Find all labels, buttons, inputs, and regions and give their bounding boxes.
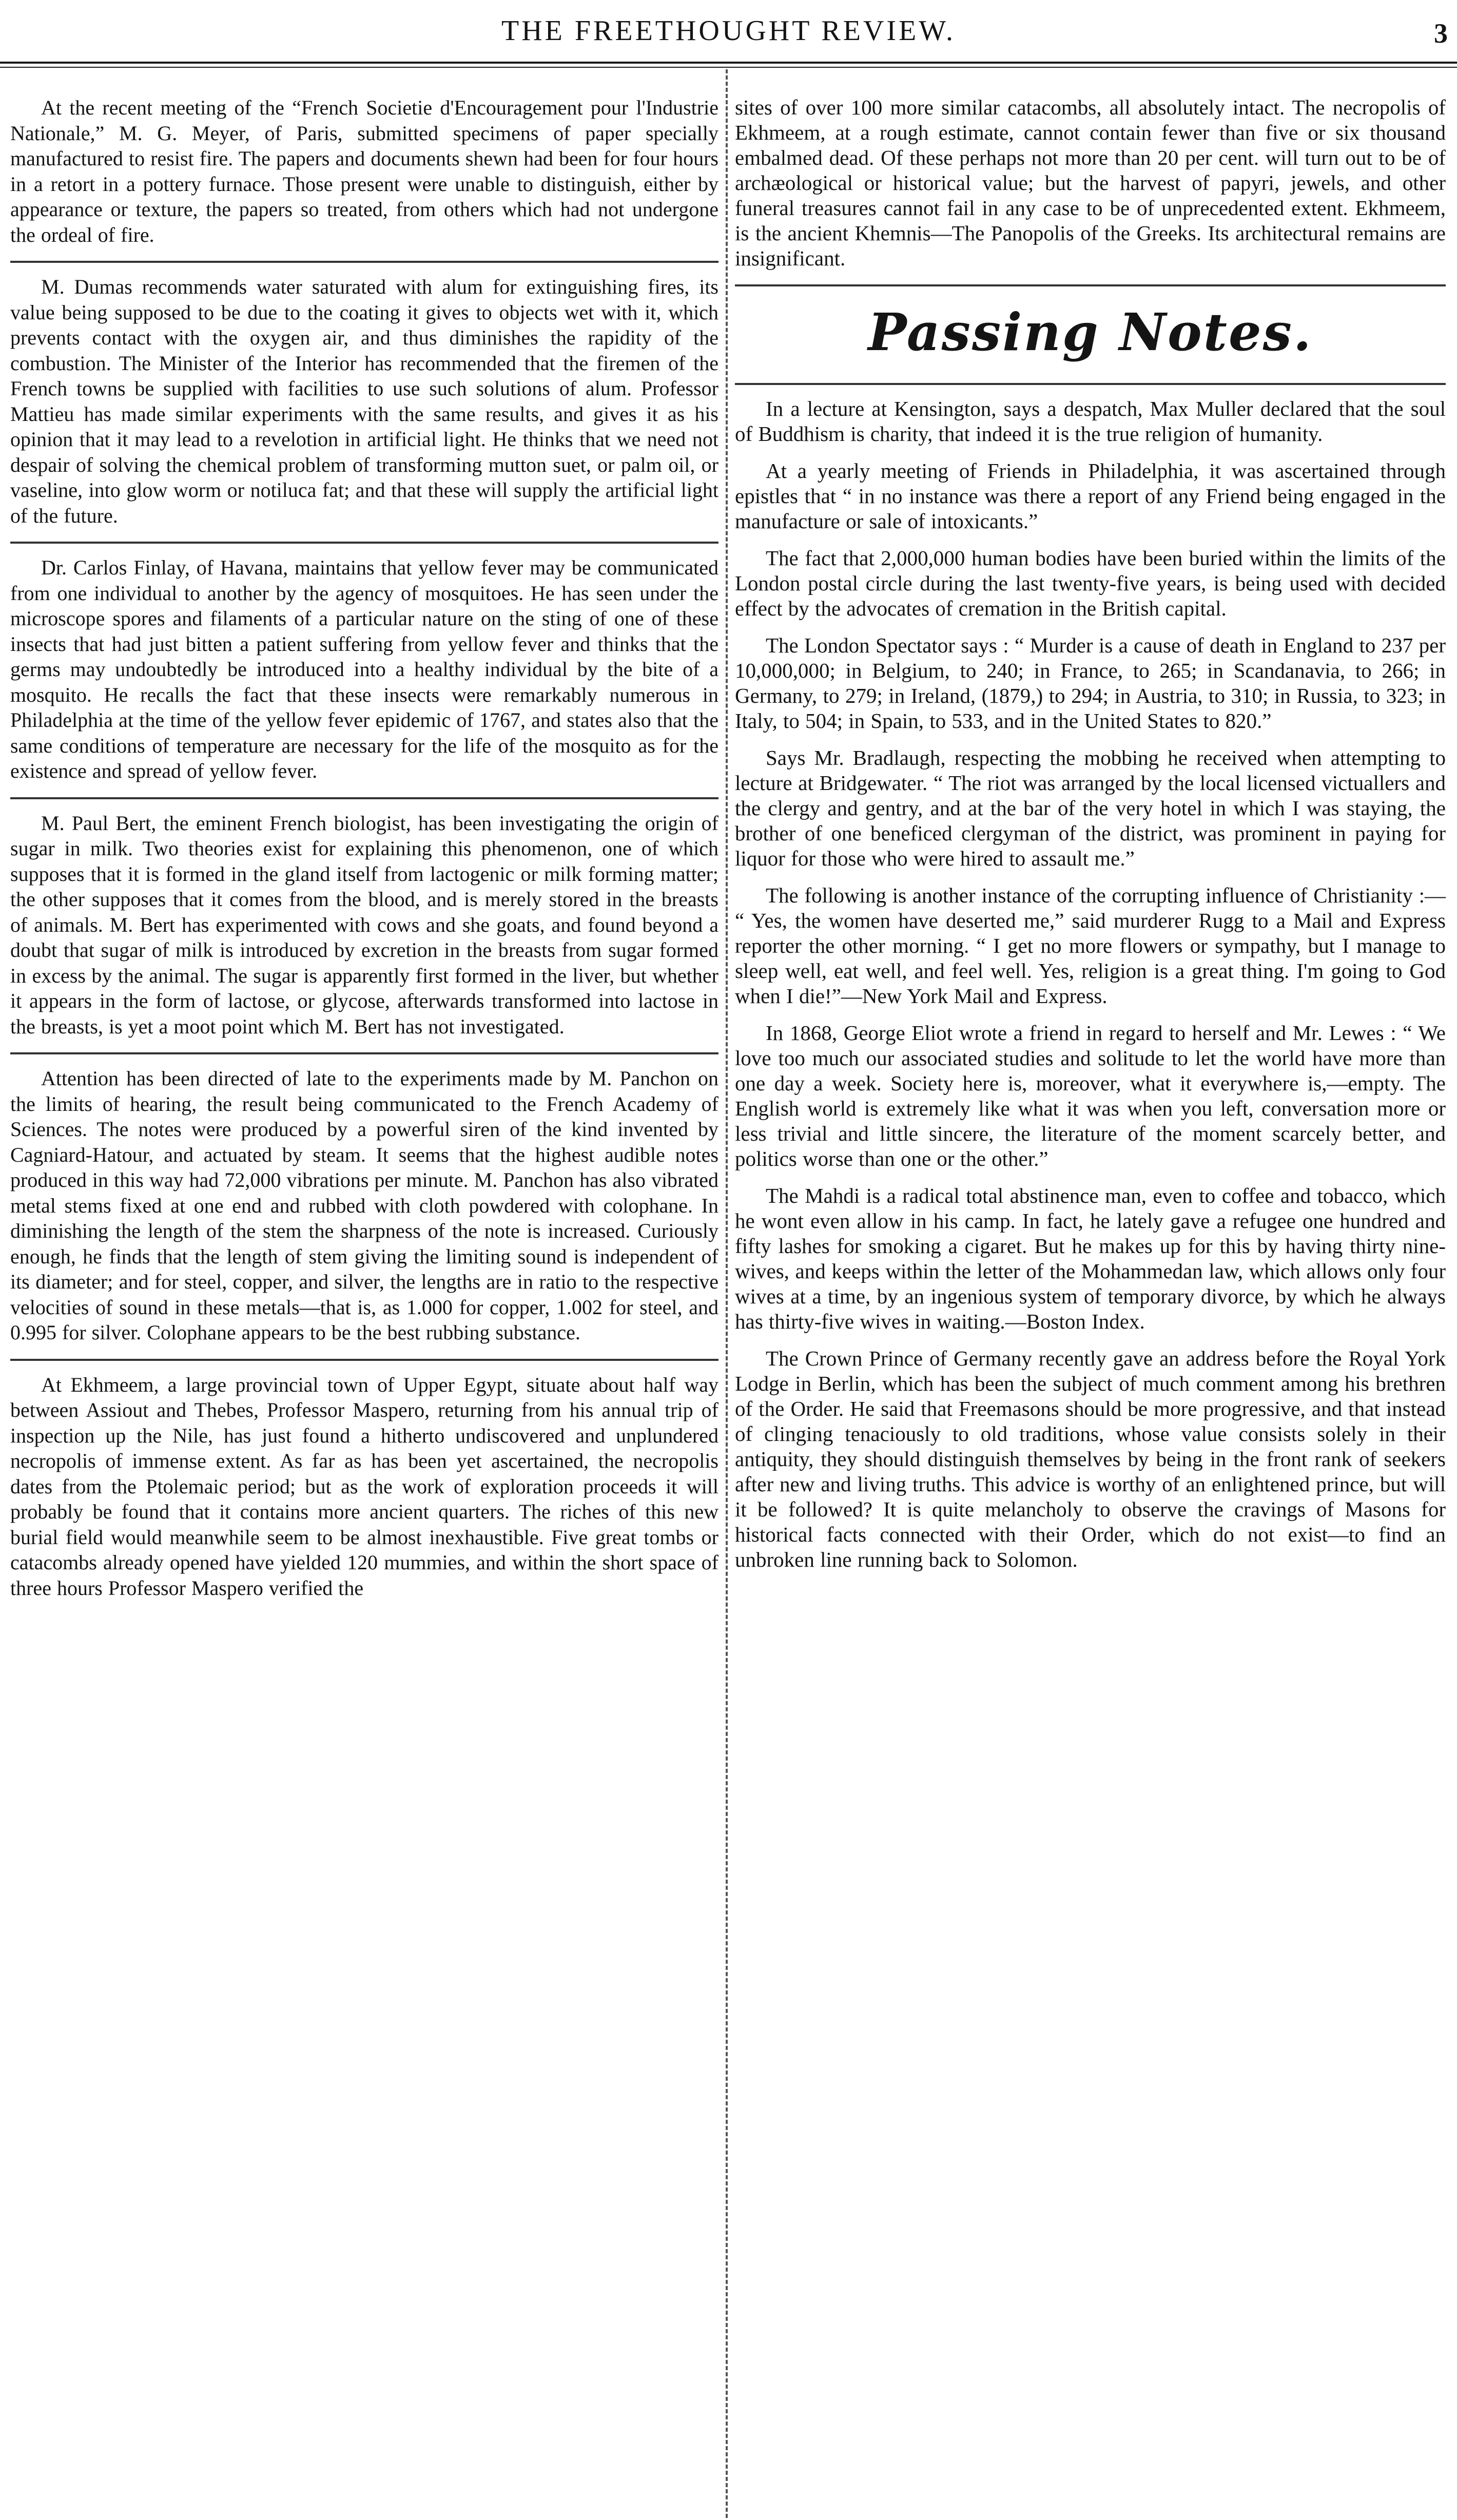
note-bradlaugh: Says Mr. Bradlaugh, respecting the mobbing he received when attempting to lecture at Bridgewater. “ The riot was arranged by the local licensed victuallers and the clergy and gentry, and at the bar of the very hotel in which I was staying, the brother of one beneficed clergyman of the district, was prominent in paying for liquor for those who were hired to assault me.” bbox=[735, 746, 1446, 870]
note-cremation: The fact that 2,000,000 human bodies have been buried within the limits of the London postal circle during the last twenty-five years, is being used with decided effect by the advocates of cremation in the British capital. bbox=[735, 546, 1446, 620]
article-limits-of-hearing: Attention has been directed of late to the experiments made by M. Panchon on the limits of hearing, the result being communicated to the French Academy of Sciences. The notes were produced by a powerful siren of the kind invented by Cagniard-Hatour, and actuated by steam. It seems that the highest audible notes produced in this way had 72,000 vibrations per minute. M. Panchon has also vibrated metal stems fixed at one end and rubbed with cloth powdered with colophane. In diminishing the length of the stem the sharpness of the note is increased. Curiously enough, he finds that the length of stem giving the limiting sound is independent of its diameter; and for steel, copper, and silver, the lengths are in ratio to the respective velocities of sound in these metals—that is, as 1.000 for copper, 1.002 for steel, and 0.995 for silver. Colophane appears to be the best rubbing substance. bbox=[10, 1067, 718, 1344]
header-rule bbox=[0, 62, 1457, 64]
note-max-muller: In a lecture at Kensington, says a despatch, Max Muller declared that the soul of Buddhism is charity, that indeed it is the true religion of humanity. bbox=[735, 397, 1446, 446]
article-separator bbox=[10, 1359, 718, 1361]
left-column bbox=[10, 95, 718, 1612]
article-separator bbox=[10, 261, 718, 263]
note-friends-philadelphia: At a yearly meeting of Friends in Philadelphia, it was ascertained through epistles that “ in no instance was there a report of any Friend being engaged in the manufacture or sale of intoxicants.” bbox=[735, 459, 1446, 533]
article-ekhmeem: At Ekhmeem, a large provincial town of Upper Egypt, situate about half way between Assiout and Thebes, Professor Maspero, returning from his annual trip of inspection up the Nile, has just found a hitherto undiscovered and unplundered necropolis of immense extent. As far as has been yet ascertained, the necropolis dates from the Ptolemaic period; but as the work of exploration proceeds it will probably be found that it contains more ancient quarters. The riches of this new burial field would meanwhile seem to be almost inexhaustible. Five great tombs or catacombs already opened have yielded 120 mummies, and within the short space of three hours Professor Maspero verified the bbox=[10, 1373, 718, 1600]
column-divider bbox=[726, 69, 728, 2518]
note-london-spectator: The London Spectator says : “ Murder is a cause of death in England to 237 per 10,000,000; in Belgium, to 240; in France, to 265; in Scandanavia, to 266; in Germany, to 279; in Ireland, (1879,) to 294; in Austria, to 310; in Russia, to 323; in Italy, to 504; in Spain, to 533, and in the United States to 820.” bbox=[735, 633, 1446, 733]
note-crown-prince: The Crown Prince of Germany recently gave an address before the Royal York Lodge in Berlin, which has been the subject of much comment among his brethren of the Order. He said that Freemasons should be more progressive, and that instead of clinging tenaciously to old traditions, whose value consists solely in their antiquity, they should distinguish themselves by being in the front rank of seekers after new and living truths. This advice is worthy of an enlightened prince, but will it be followed? It is quite melancholy to observe the cravings of Masons for historical facts connected with their Order, which do not exist—to find an unbroken line running back to Solomon. bbox=[735, 1346, 1446, 1571]
note-rugg: The following is another instance of the corrupting influence of Christianity :— “ Yes, the women have deserted me,” said murderer Rugg to a Mail and Express reporter the other morning. “ I get no more flowers or sympathy, but I manage to sleep well, eat well, and feel well. Yes, religion is a great thing. I'm going to God when I die!”—New York Mail and Express. bbox=[735, 883, 1446, 1008]
article-yellow-fever: Dr. Carlos Finlay, of Havana, maintains that yellow fever may be communicated from one individual to another by the agency of mosquitoes. He has seen under the microscope spores and filaments of a particular nature on the sting of one of these insects that had just bitten a patient suffering from yellow fever and thinks that the germs may undoubtedly be introduced into a healthy individual by the bite of a mosquito. He recalls the fact that these insects were remarkably numerous in Philadelphia at the time of the yellow fever epidemic of 1767, and states also that the same conditions of temperature are necessary for the life of the mosquito as for the existence and spread of yellow fever. bbox=[10, 556, 718, 782]
section-heading: Passing Notes. bbox=[868, 302, 1313, 362]
note-mahdi: The Mahdi is a radical total abstinence man, even to coffee and tobacco, which he wont even allow in his camp. In fact, he lately gave a refugee one hundred and fifty lashes for smoking a cigaret. But he makes up for this by having thirty nine-wives, and keeps within the letter of the Mohammedan law, which allows only four wives at a time, by an ingenious system of temporary divorce, by which he always has thirty-five wives in waiting.—Boston Index. bbox=[735, 1184, 1446, 1333]
page-number: 3 bbox=[1434, 18, 1448, 49]
page-header bbox=[0, 10, 1457, 51]
section-separator bbox=[735, 383, 1446, 385]
article-ekhmeem-continued: sites of over 100 more similar catacombs, all absolutely intact. The necropolis of Ekhmeem, at a rough estimate, cannot contain fewer than five or six thousand embalmed dead. Of these perhaps not more than 20 per cent. will turn out to be of archæological or historical value; but the harvest of papyri, jewels, and other funeral treasures cannot fail in any case to be of unprecedented extent. Ekhmeem, is the ancient Khemnis—The Panopolis of the Greeks. Its architectural remains are insignificant. bbox=[735, 95, 1446, 270]
header-rule-thin bbox=[0, 67, 1457, 68]
article-fireproof-paper: At the recent meeting of the “French Societie d'Encouragement pour l'Industrie Nationale,” M. G. Meyer, of Paris, submitted specimens of paper specially manufactured to resist fire. The papers and documents shewn had been for four hours in a retort in a pottery furnace. Those present were unable to distinguish, either by appearance or texture, the papers so treated, from others which had not undergone the ordeal of fire. bbox=[10, 96, 718, 246]
article-sugar-in-milk: M. Paul Bert, the eminent French biologist, has been investigating the origin of sugar in milk. Two theories exist for explaining this phenomenon, one of which supposes that it is formed in the gland itself from lactogenic or milk forming matter; the other supposes that it comes from the blood, and is merely stored in the breasts of animals. M. Bert has experimented with cows and she goats, and found beyond a doubt that sugar of milk is introduced by excretion in the breasts from sugar formed in excess by the animal. The sugar is apparently first formed in the liver, but whether it appears in the form of lactose, or glycose, afterwards transformed into lactose in the breasts, is yet a moot point which M. Bert has not investigated. bbox=[10, 811, 718, 1038]
article-separator bbox=[10, 1052, 718, 1054]
journal-title: THE FREETHOUGHT REVIEW. bbox=[501, 15, 956, 47]
note-george-eliot: In 1868, George Eliot wrote a friend in regard to herself and Mr. Lewes : “ We love too much our associated studies and solitude to let the world have more than one day a week. Society here is, moreover, what it everywhere is,—empty. The English world is extremely like what it was when you left, conversation more or less trivial and little sincere, the literature of the moment scarcely better, and politics worse than one or the other.” bbox=[735, 1021, 1446, 1170]
article-separator bbox=[10, 542, 718, 544]
right-column bbox=[735, 95, 1446, 1584]
article-separator bbox=[10, 797, 718, 799]
section-separator bbox=[735, 284, 1446, 286]
article-alum-fires: M. Dumas recommends water saturated with alum for extinguishing fires, its value being supposed to be due to the coating it gives to objects wet with it, which prevents contact with the oxygen air, and thus diminishes the rapidity of the combustion. The Minister of the Interior has recommended that the firemen of the French towns be supplied with facilities to use such solutions of alum. Professor Mattieu has made similar experiments with the same results, and gives it as his opinion that it may lead to a revelotion in artificial light. He thinks that we need not despair of solving the chemical problem of transforming mutton suet, or palm oil, or vaseline, into glow worm or notiluca fat; and that these will supply the artificial light of the future. bbox=[10, 275, 718, 527]
